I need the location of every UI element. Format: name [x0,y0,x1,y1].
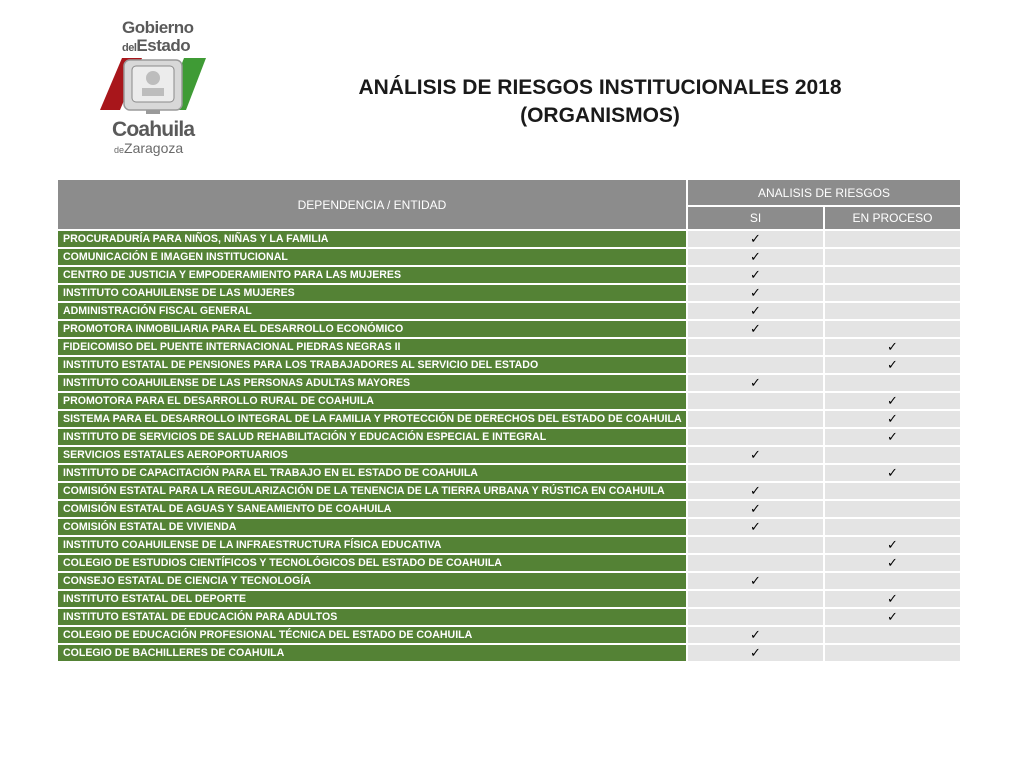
si-cell [687,266,824,284]
checkmark-icon: ✓ [887,591,898,606]
si-cell [687,626,824,644]
checkmark-icon: ✓ [750,627,761,642]
en-proceso-cell [824,644,961,662]
table-row [57,356,961,374]
table-row [57,482,961,500]
si-cell [687,248,824,266]
checkmark-icon: ✓ [750,375,761,390]
checkmark-icon: ✓ [750,321,761,336]
table-row [57,446,961,464]
entity-name-cell: COMUNICACIÓN E IMAGEN INSTITUCIONAL [57,248,687,266]
table-row [57,464,961,482]
checkmark-icon: ✓ [750,645,761,660]
en-proceso-cell [824,374,961,392]
checkmark-icon: ✓ [887,555,898,570]
table-row [57,374,961,392]
si-cell [687,536,824,554]
entity-name-cell: INSTITUTO DE SERVICIOS DE SALUD REHABILITACIÓN Y EDUCACIÓN ESPECIAL E INTEGRAL [57,428,687,446]
header-si: SI [687,206,824,230]
si-cell [687,518,824,536]
entity-name-cell: COLEGIO DE EDUCACIÓN PROFESIONAL TÉCNICA DEL ESTADO DE COAHUILA [57,626,687,644]
coat-of-arms-icon [100,58,206,118]
si-cell [687,284,824,302]
si-cell [687,320,824,338]
table-row [57,572,961,590]
entity-name-cell: ADMINISTRACIÓN FISCAL GENERAL [57,302,687,320]
en-proceso-cell [824,428,961,446]
table-row [57,320,961,338]
header-en-proceso: EN PROCESO [824,206,961,230]
table-row [57,608,961,626]
logo-text-coahuila: Coahuila [112,118,195,141]
si-cell [687,230,824,248]
checkmark-icon: ✓ [750,447,761,462]
si-cell [687,464,824,482]
checkmark-icon: ✓ [750,501,761,516]
page-title [300,74,900,130]
checkmark-icon: ✓ [750,267,761,282]
en-proceso-cell [824,608,961,626]
en-proceso-cell [824,230,961,248]
en-proceso-cell [824,500,961,518]
en-proceso-cell [824,266,961,284]
en-proceso-cell [824,464,961,482]
checkmark-icon: ✓ [887,465,898,480]
si-cell [687,392,824,410]
entity-name-cell: INSTITUTO DE CAPACITACIÓN PARA EL TRABAJO EN EL ESTADO DE COAHUILA [57,464,687,482]
title-line-2: (ORGANISMOS) [520,104,680,127]
si-cell [687,374,824,392]
entity-name-cell: COLEGIO DE ESTUDIOS CIENTÍFICOS Y TECNOLÓGICOS DEL ESTADO DE COAHUILA [57,554,687,572]
en-proceso-cell [824,590,961,608]
header-analisis-riesgos: ANALISIS DE RIESGOS [687,179,961,206]
si-cell [687,644,824,662]
entity-name-cell: INSTITUTO ESTATAL DEL DEPORTE [57,590,687,608]
checkmark-icon: ✓ [750,573,761,588]
logo-text-de-zaragoza: deZaragoza [114,140,184,156]
checkmark-icon: ✓ [887,609,898,624]
entity-name-cell: INSTITUTO ESTATAL DE PENSIONES PARA LOS TRABAJADORES AL SERVICIO DEL ESTADO [57,356,687,374]
entity-name-cell: PROMOTORA PARA EL DESARROLLO RURAL DE COAHUILA [57,392,687,410]
entity-name-cell: CONSEJO ESTATAL DE CIENCIA Y TECNOLOGÍA [57,572,687,590]
checkmark-icon: ✓ [750,285,761,300]
en-proceso-cell [824,284,961,302]
si-cell [687,608,824,626]
en-proceso-cell [824,410,961,428]
table-row [57,626,961,644]
title-line-1: ANÁLISIS DE RIESGOS INSTITUCIONALES 2018 [358,76,842,99]
si-cell [687,482,824,500]
table-row [57,302,961,320]
checkmark-icon: ✓ [887,429,898,444]
table-row [57,554,961,572]
si-cell [687,500,824,518]
si-cell [687,446,824,464]
checkmark-icon: ✓ [750,249,761,264]
table-row [57,230,961,248]
table-row [57,428,961,446]
en-proceso-cell [824,626,961,644]
checkmark-icon: ✓ [750,519,761,534]
en-proceso-cell [824,338,961,356]
en-proceso-cell [824,320,961,338]
checkmark-icon: ✓ [750,231,761,246]
entity-name-cell: SISTEMA PARA EL DESARROLLO INTEGRAL DE LA FAMILIA Y PROTECCIÓN DE DERECHOS DEL ESTADO DE COAHUILA [57,410,687,428]
table-row [57,410,961,428]
si-cell [687,554,824,572]
entity-name-cell: COMISIÓN ESTATAL DE AGUAS Y SANEAMIENTO DE COAHUILA [57,500,687,518]
table-row [57,284,961,302]
en-proceso-cell [824,518,961,536]
en-proceso-cell [824,248,961,266]
table-row [57,248,961,266]
en-proceso-cell [824,392,961,410]
entity-name-cell: PROCURADURÍA PARA NIÑOS, NIÑAS Y LA FAMILIA [57,230,687,248]
entity-name-cell: INSTITUTO COAHUILENSE DE LAS PERSONAS ADULTAS MAYORES [57,374,687,392]
entity-name-cell: INSTITUTO COAHUILENSE DE LA INFRAESTRUCTURA FÍSICA EDUCATIVA [57,536,687,554]
entity-name-cell: COMISIÓN ESTATAL DE VIVIENDA [57,518,687,536]
entity-name-cell: INSTITUTO COAHUILENSE DE LAS MUJERES [57,284,687,302]
government-logo [100,18,206,158]
header-dependencia: DEPENDENCIA / ENTIDAD [57,179,687,230]
en-proceso-cell [824,482,961,500]
si-cell [687,590,824,608]
table-row [57,500,961,518]
checkmark-icon: ✓ [750,303,761,318]
entity-name-cell: PROMOTORA INMOBILIARIA PARA EL DESARROLLO ECONÓMICO [57,320,687,338]
en-proceso-cell [824,536,961,554]
table-row [57,590,961,608]
en-proceso-cell [824,356,961,374]
table-row [57,536,961,554]
si-cell [687,338,824,356]
entity-name-cell: INSTITUTO ESTATAL DE EDUCACIÓN PARA ADULTOS [57,608,687,626]
checkmark-icon: ✓ [887,537,898,552]
logo-text-del-estado: delEstado [122,36,191,55]
table-row [57,518,961,536]
si-cell [687,356,824,374]
checkmark-icon: ✓ [887,393,898,408]
checkmark-icon: ✓ [887,339,898,354]
table-row [57,338,961,356]
si-cell [687,428,824,446]
table-row [57,392,961,410]
si-cell [687,302,824,320]
risk-analysis-table [56,178,962,663]
table-row [57,266,961,284]
en-proceso-cell [824,554,961,572]
entity-name-cell: SERVICIOS ESTATALES AEROPORTUARIOS [57,446,687,464]
checkmark-icon: ✓ [750,483,761,498]
entity-name-cell: FIDEICOMISO DEL PUENTE INTERNACIONAL PIEDRAS NEGRAS II [57,338,687,356]
logo-text-gobierno: Gobierno [122,18,194,37]
checkmark-icon: ✓ [887,411,898,426]
en-proceso-cell [824,302,961,320]
si-cell [687,410,824,428]
en-proceso-cell [824,446,961,464]
entity-name-cell: CENTRO DE JUSTICIA Y EMPODERAMIENTO PARA LAS MUJERES [57,266,687,284]
table-row [57,644,961,662]
si-cell [687,572,824,590]
checkmark-icon: ✓ [887,357,898,372]
entity-name-cell: COLEGIO DE BACHILLERES DE COAHUILA [57,644,687,662]
entity-name-cell: COMISIÓN ESTATAL PARA LA REGULARIZACIÓN DE LA TENENCIA DE LA TIERRA URBANA Y RÚSTICA EN COAHUILA [57,482,687,500]
en-proceso-cell [824,572,961,590]
